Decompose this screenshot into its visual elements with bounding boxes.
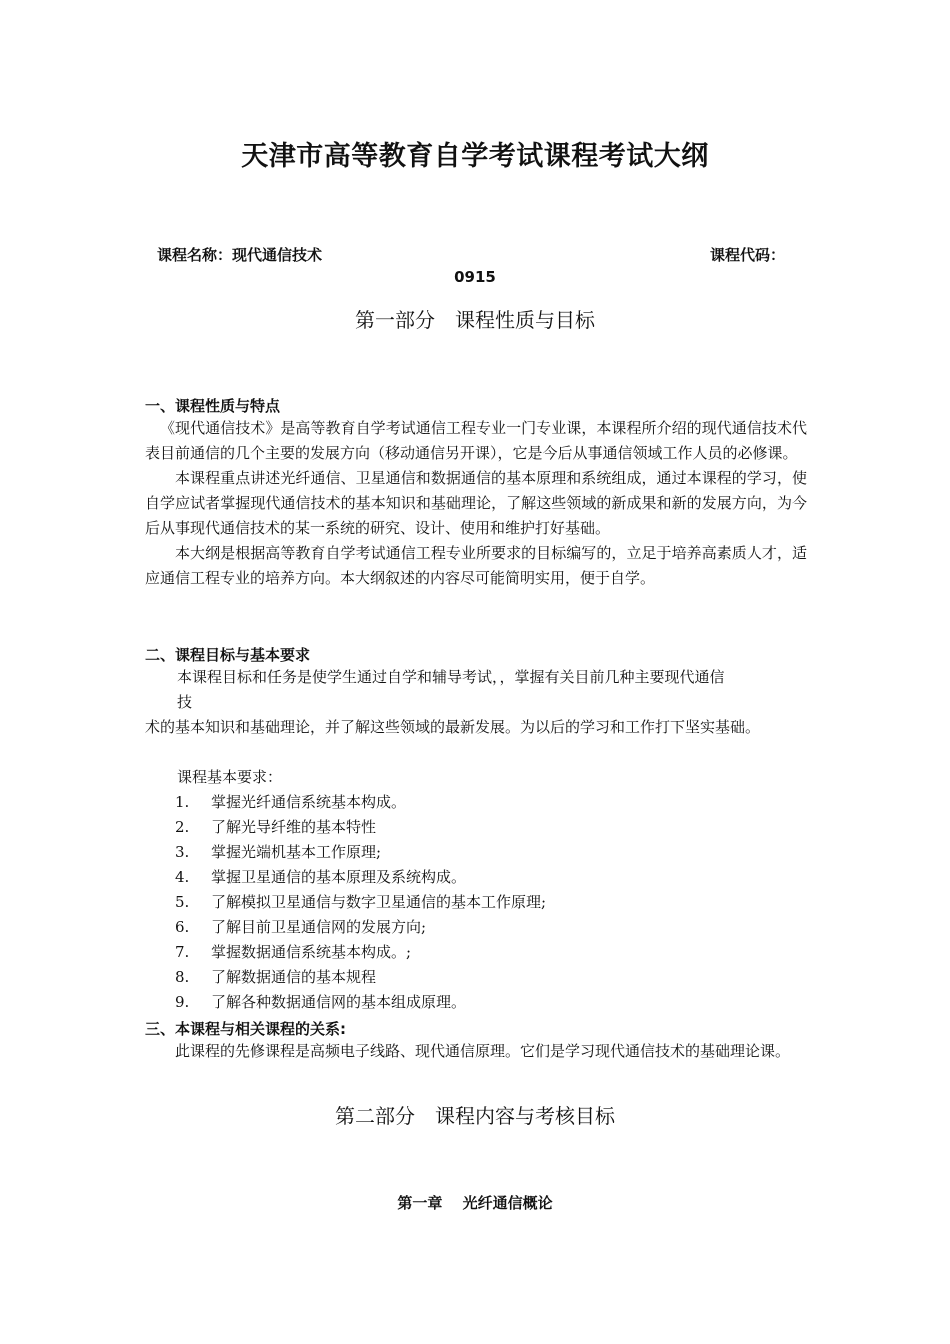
- section3-title: 三、本课程与相关课程的关系:: [145, 1020, 346, 1038]
- requirements-label: 课程基本要求：: [177, 768, 283, 786]
- list-item: 3. 掌握光端机基本工作原理;: [175, 843, 382, 861]
- section2-line-1: 本课程目标和任务是使学生通过自学和辅导考试，，掌握有关目前几种主要现代通信: [177, 668, 725, 686]
- list-item: 4. 掌握卫星通信的基本原理及系统构成。: [175, 868, 467, 886]
- section1-para-1: 《现代通信技术》是高等教育自学考试通信工程专业一门专业课，本课程所介绍的现代通信技术代表目前通信的几个主要的发展方向（移动通信另开课），它是今后从事通信领域工作人员的必修课。: [145, 419, 807, 462]
- list-item: 7. 掌握数据通信系统基本构成。;: [175, 943, 412, 961]
- section1-body: [145, 416, 807, 591]
- list-item: 5. 了解模拟卫星通信与数字卫星通信的基本工作原理;: [175, 893, 547, 911]
- section1-title: 一、课程性质与特点: [145, 397, 281, 415]
- section1-para-3: 本大纲是根据高等教育自学考试通信工程专业所要求的目标编写的，立足于培养高素质人才，适应通信工程专业的培养方向。本大纲叙述的内容尽可能简明实用，便于自学。: [145, 544, 807, 587]
- list-item: 8. 了解数据通信的基本规程: [175, 968, 377, 986]
- course-name: 课程名称：现代通信技术: [157, 246, 323, 264]
- course-code-label: 课程代码：: [710, 246, 786, 264]
- part1-title: 第一部分 课程性质与目标: [355, 308, 595, 332]
- section3-para: 此课程的先修课程是高频电子线路、现代通信原理。它们是学习现代通信技术的基础理论课。: [175, 1042, 791, 1060]
- document-title: 天津市高等教育自学考试课程考试大纲: [241, 141, 709, 172]
- section2-line-2: 技: [177, 693, 193, 711]
- part2-title: 第二部分 课程内容与考核目标: [335, 1104, 615, 1128]
- section2-title: 二、课程目标与基本要求: [145, 646, 311, 664]
- chapter1-title: 第一章 光纤通信概论: [397, 1194, 553, 1212]
- list-item: 1. 掌握光纤通信系统基本构成。: [175, 793, 407, 811]
- list-item: 6. 了解目前卫星通信网的发展方向;: [175, 918, 427, 936]
- requirements-list: [175, 790, 795, 1015]
- course-code: 0915: [454, 268, 496, 286]
- section2-rest: 术的基本知识和基础理论，并了解这些领域的最新发展。为以后的学习和工作打下坚实基础。: [145, 718, 761, 736]
- list-item: 2. 了解光导纤维的基本特性: [175, 818, 377, 836]
- section1-para-2: 本课程重点讲述光纤通信、卫星通信和数据通信的基本原理和系统组成，通过本课程的学习，使自学应试者掌握现代通信技术的基本知识和基础理论，了解这些领域的新成果和新的发展方向，为今后从事现代通信技术的某一系统的研究、设计、使用和维护打好基础。: [145, 469, 807, 537]
- list-item: 9. 了解各种数据通信网的基本组成原理。: [175, 993, 467, 1011]
